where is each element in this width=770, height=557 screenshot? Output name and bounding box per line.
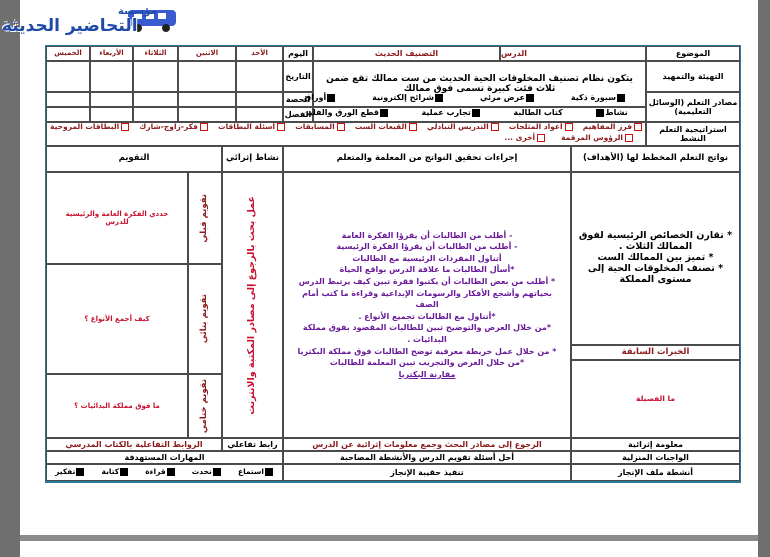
eval-type-cell: [188, 264, 222, 374]
procedure-line: *من خلال العرض والتجريب تبين المعلمة للطالبات: [329, 358, 525, 368]
checkbox-icon: [565, 123, 573, 131]
day-wednesday: الأربعاء: [90, 46, 133, 61]
class-cell: [133, 107, 178, 122]
date-cell: [133, 61, 178, 92]
checkbox-icon: [537, 134, 545, 142]
class-label: الفصل: [283, 107, 313, 122]
class-cell: [236, 107, 283, 122]
subject-label: الموضوع: [646, 46, 740, 61]
skill-option[interactable]: تحدث: [192, 468, 222, 477]
strategy-option[interactable]: فرز المفاهيم: [583, 123, 644, 135]
procedure-line: *أسأل الطالبات ما علاقة الدرس بواقع الحياة: [339, 265, 515, 275]
checkbox-icon: [327, 94, 335, 102]
eval-text-pre: حددي الفكرة العامة والرئيسية للدرس: [46, 172, 188, 264]
period-cell: [133, 92, 178, 107]
logo-small-text: مؤسسة: [118, 6, 157, 17]
checkbox-icon: [472, 109, 480, 117]
skill-option[interactable]: تفكير: [55, 468, 85, 477]
date-cell: [46, 61, 90, 92]
procedures-cell: [283, 172, 571, 438]
checkbox-icon: [120, 468, 128, 476]
period-cell: [236, 92, 283, 107]
activity-text: عمل بحث بالرجوع إلى مصادر المكتبة والانترنت: [246, 195, 258, 415]
procedure-line: *أتناول مع الطالبات تجميع الأنواع .: [358, 311, 496, 321]
lesson-label: الدرس: [500, 46, 646, 61]
checkbox-icon: [337, 123, 345, 131]
checkbox-icon: [435, 94, 443, 102]
strategy-option[interactable]: الرؤوس المرقمة: [561, 134, 635, 145]
strategies-label: استراتيجية التعلم النشط: [646, 122, 740, 146]
period-cell: [178, 92, 236, 107]
procedure-line: مقارنة البكتريا: [398, 369, 456, 379]
procedure-line: *من خلال العرض والتوضيح تبين للطالبات المقصود بفوق مملكة البدائيات .: [302, 323, 552, 344]
resource-option[interactable]: تجارب عملية: [422, 108, 481, 121]
link-label: رابط تفاعلي: [222, 438, 283, 451]
portfolio-value: تنفيذ حقيبة الإنجاز: [283, 464, 571, 481]
skills-label: المهارات المستهدفة: [46, 451, 283, 464]
class-cell: [178, 107, 236, 122]
checkbox-icon: [409, 123, 417, 131]
lesson-value: التصنيف الحديث: [313, 46, 500, 61]
day-tuesday: الثلاثاء: [133, 46, 178, 61]
homework-label: الواجبات المنزلية: [571, 451, 740, 464]
prior-label: الخبرات السابقة: [571, 345, 740, 360]
resource-option[interactable]: نشاط: [595, 108, 627, 121]
logo: [0, 0, 190, 44]
day-sunday: الأحد: [236, 46, 283, 61]
checkbox-icon: [265, 468, 273, 476]
strategy-option[interactable]: المسابقات: [295, 123, 346, 135]
period-cell: [46, 92, 90, 107]
portfolio-label: أنشطة ملف الإنجاز: [571, 464, 740, 481]
checkbox-icon: [380, 109, 388, 117]
checkbox-icon: [200, 123, 208, 131]
activity-cell: [222, 172, 283, 438]
prior-value: ما الفصيلة: [571, 360, 740, 438]
day-monday: الاثنين: [178, 46, 236, 61]
resource-option[interactable]: عرض مرئي: [480, 93, 535, 106]
eval-type-cell: [188, 172, 222, 264]
procedure-line: أتناول المفردات الرئيسية مع الطالبات: [352, 253, 502, 263]
strategy-option[interactable]: التدريس التبادلي: [427, 123, 501, 135]
date-cell: [178, 61, 236, 92]
resource-option[interactable]: شرائح إلكترونية: [372, 93, 444, 106]
info-value: الرجوع إلى مصادر البحث وجمع معلومات إثرائية عن الدرس: [283, 438, 571, 451]
date-cell: [90, 61, 133, 92]
checkbox-icon: [491, 123, 499, 131]
strategy-option[interactable]: القبعات الست: [355, 123, 419, 135]
date-label: التاريخ: [283, 61, 313, 92]
skills-row: [46, 464, 283, 481]
procedure-line: - أطلب من الطالبات أن يقرؤا الفكرة الرئيسية: [336, 242, 518, 252]
checkbox-icon: [121, 123, 129, 131]
skill-option[interactable]: استماع: [238, 468, 274, 477]
class-cell: [90, 107, 133, 122]
period-cell: [90, 92, 133, 107]
date-cell: [236, 61, 283, 92]
info-label: معلومة إثرائية: [571, 438, 740, 451]
intro-label: التهيئة والتمهيد: [646, 61, 740, 92]
checkbox-icon: [617, 94, 625, 102]
checkbox-icon: [277, 123, 285, 131]
outcomes-text: * تقارن الخصائص الرئيسية لفوق الممالك الثلاث . * تميز بين الممالك الست * تصنف المخلوقات الحية إلى مستوى المملكة: [571, 172, 740, 345]
outcomes-header: نواتج التعلم المخطط لها (الأهداف): [571, 146, 740, 172]
resources-row2-items: [286, 108, 644, 121]
eval-type-summative: تقويم ختامي: [199, 378, 210, 434]
link-value[interactable]: الروابط التفاعلية بالكتاب المدرسي: [46, 438, 222, 451]
strategy-option[interactable]: فكر-زاوج-شارك: [139, 123, 210, 135]
checkbox-icon: [634, 123, 642, 131]
eval-type-formative: تقويم بنائي: [199, 294, 210, 344]
next-page: [20, 541, 758, 557]
resource-option[interactable]: أوراق: [304, 93, 336, 106]
procedure-line: * أطلب من بعض الطالبات أن يكتبوا فقرة تبين كيف يرتبط الدرس بحياتهم وأشجع الأفكار والرسومات الإبداعية وقراءة ما كتب أمام الصف: [298, 277, 556, 310]
homework-value: أحل أسئلة تقويم الدرس والأنشطة المصاحبة: [283, 451, 571, 464]
checkbox-icon: [213, 468, 221, 476]
strategies-row2: [240, 134, 635, 145]
skill-option[interactable]: قراءة: [145, 468, 175, 477]
evaluation-header: التقويم: [46, 146, 222, 172]
skill-option[interactable]: كتابة: [102, 468, 130, 477]
checkbox-icon: [76, 468, 84, 476]
strategy-option[interactable]: أسئلة البطاقات: [218, 123, 287, 135]
eval-type-pre: تقويم قبلي: [199, 193, 210, 243]
checkbox-icon: [596, 109, 604, 117]
eval-text-summative: ما فوق مملكة البدائيات ؟: [46, 374, 188, 438]
checkbox-icon: [167, 468, 175, 476]
resources-row1: [286, 93, 644, 106]
checkbox-icon: [625, 134, 633, 142]
resource-option[interactable]: كتاب الطالبة: [513, 108, 563, 117]
resource-option[interactable]: سبورة ذكية: [571, 93, 626, 106]
strategy-option[interactable]: البطاقات المروحية: [50, 123, 131, 135]
day-thursday: الخميس: [46, 46, 90, 61]
strategy-option[interactable]: أخرى ...: [504, 134, 547, 145]
strategy-option[interactable]: أعواد المثلجات: [509, 123, 575, 135]
period-label: الحصة: [283, 92, 313, 107]
day-label: اليوم: [283, 46, 313, 61]
checkbox-icon: [526, 94, 534, 102]
eval-type-cell: [188, 374, 222, 438]
resources-label: مصادر التعلم (الوسائل التعليمية): [646, 92, 740, 122]
eval-text-formative: كيف أجمع الأنواع ؟: [46, 264, 188, 374]
class-cell: [46, 107, 90, 122]
intro-text: يتكون نظام تصنيف المخلوقات الحية الحديث من ست ممالك تقع ضمن ثلاث فئت كبيرة تسمى فوق ممالك: [313, 61, 646, 107]
logo-big-text: التحاضير الحديثة: [2, 16, 138, 36]
procedure-line: * من خلال عمل خريطة معرفية توضح الطالبات فوق مملكة البكتريا: [297, 346, 557, 356]
resource-option[interactable]: قطع الورق والفلين: [302, 108, 389, 121]
activity-header: نشاط إثرائي: [222, 146, 283, 172]
procedures-header: إجراءات تحقيق النواتج من المعلمة والمتعلم: [283, 146, 571, 172]
procedure-line: - أطلب من الطالبات أن يقرؤا الفكرة العامة: [341, 230, 513, 240]
